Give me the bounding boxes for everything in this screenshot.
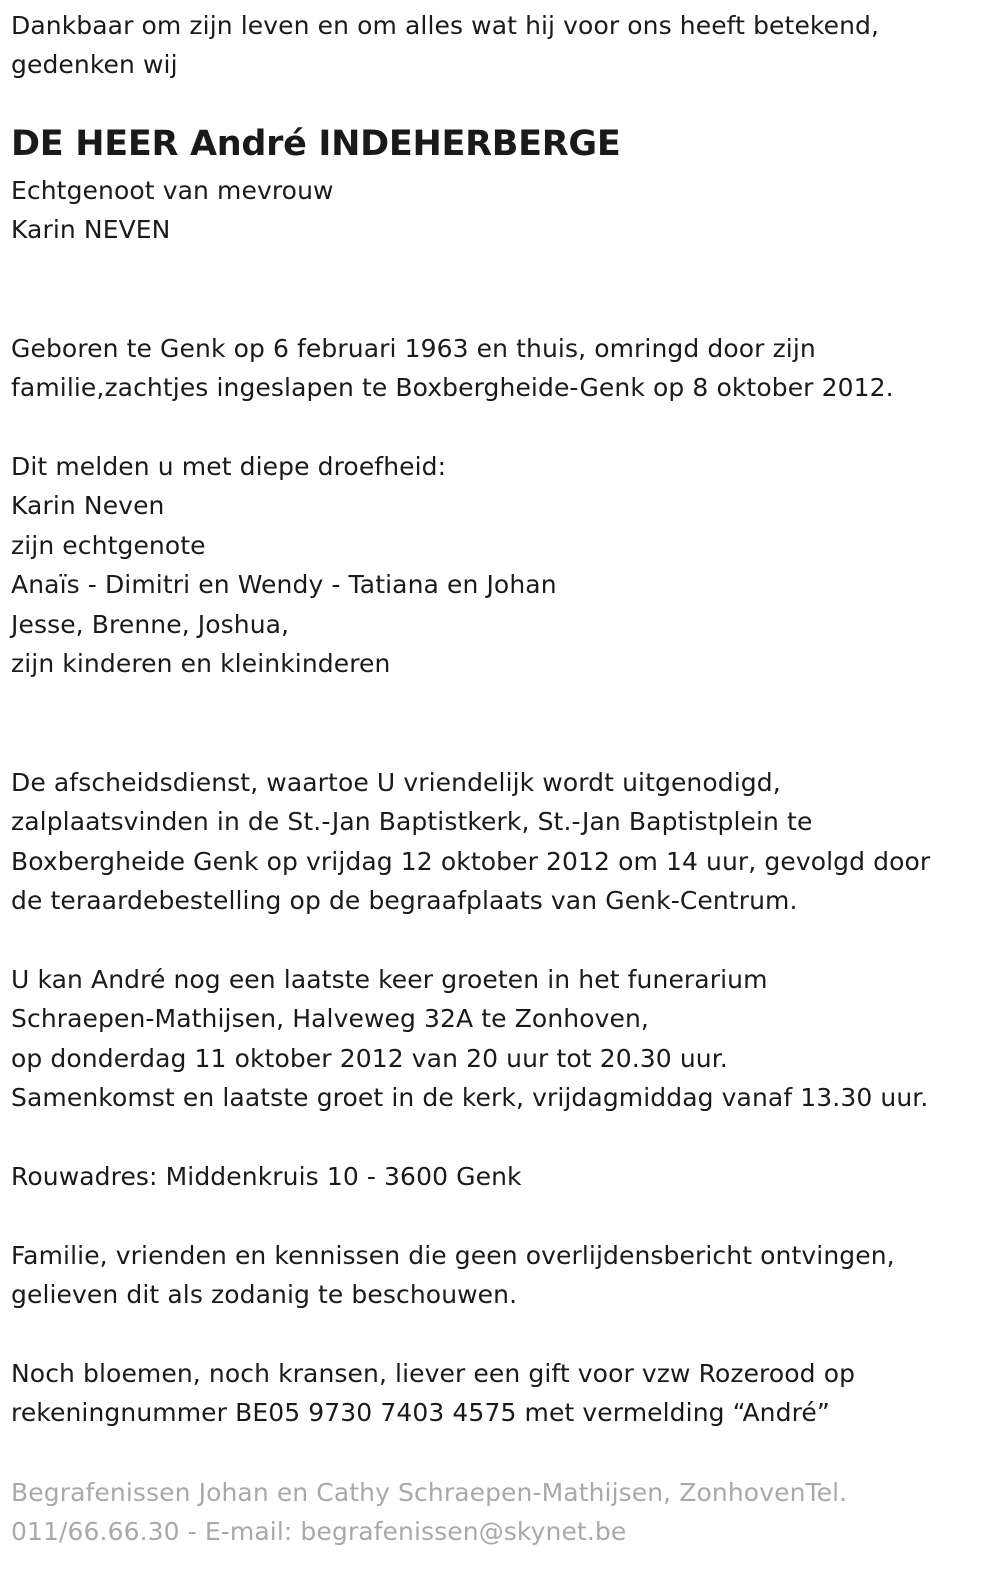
visitation-line-2: Schraepen-Mathijsen, Halveweg 32A te Zonhoven, (11, 1004, 649, 1033)
notice-line-1: Familie, vrienden en kennissen die geen overlijdensbericht ontvingen, (11, 1241, 895, 1270)
intro-line-2: gedenken wij (11, 50, 178, 79)
mourners-line-6: zijn kinderen en kleinkinderen (11, 649, 391, 678)
footer-line-2: 011/66.66.30 - E-mail: begrafenissen@skynet.be (11, 1517, 627, 1546)
donation-line-1: Noch bloemen, noch kransen, liever een gift voor vzw Rozerood op (11, 1359, 856, 1388)
mourners-line-1: Dit melden u met diepe droefheid: (11, 452, 447, 481)
footer-line-1: Begrafenissen Johan en Cathy Schraepen-Mathijsen, ZonhovenTel. (11, 1478, 848, 1507)
deceased-name: DE HEER André INDEHERBERGE (11, 124, 621, 164)
mourners-line-3: zijn echtgenote (11, 531, 206, 560)
mourners-line-5: Jesse, Brenne, Joshua, (11, 610, 290, 639)
birth-line-1: Geboren te Genk op 6 februari 1963 en thuis, omringd door zijn (11, 334, 816, 363)
visitation-line-4: Samenkomst en laatste groet in de kerk, vrijdagmiddag vanaf 13.30 uur. (11, 1083, 929, 1112)
visitation-line-1: U kan André nog een laatste keer groeten in het funerarium (11, 965, 768, 994)
service-line-4: de teraardebestelling op de begraafplaats van Genk-Centrum. (11, 886, 798, 915)
intro-line-1: Dankbaar om zijn leven en om alles wat hij voor ons heeft betekend, (11, 11, 880, 40)
mourning-address: Rouwadres: Middenkruis 10 - 3600 Genk (11, 1162, 522, 1191)
service-line-2: zalplaatsvinden in de St.-Jan Baptistkerk, St.-Jan Baptistplein te (11, 807, 813, 836)
donation-line-2: rekeningnummer BE05 9730 7403 4575 met vermelding “André” (11, 1398, 830, 1427)
mourners-line-2: Karin Neven (11, 491, 165, 520)
service-line-3: Boxbergheide Genk op vrijdag 12 oktober 2012 om 14 uur, gevolgd door (11, 847, 931, 876)
birth-line-2: familie,zachtjes ingeslapen te Boxbergheide-Genk op 8 oktober 2012. (11, 373, 894, 402)
mourners-line-4: Anaïs - Dimitri en Wendy - Tatiana en Johan (11, 570, 557, 599)
spouse-line-1: Echtgenoot van mevrouw (11, 176, 334, 205)
service-line-1: De afscheidsdienst, waartoe U vriendelijk wordt uitgenodigd, (11, 768, 781, 797)
visitation-line-3: op donderdag 11 oktober 2012 van 20 uur tot 20.30 uur. (11, 1044, 728, 1073)
notice-line-2: gelieven dit als zodanig te beschouwen. (11, 1280, 518, 1309)
spouse-line-2: Karin NEVEN (11, 215, 171, 244)
